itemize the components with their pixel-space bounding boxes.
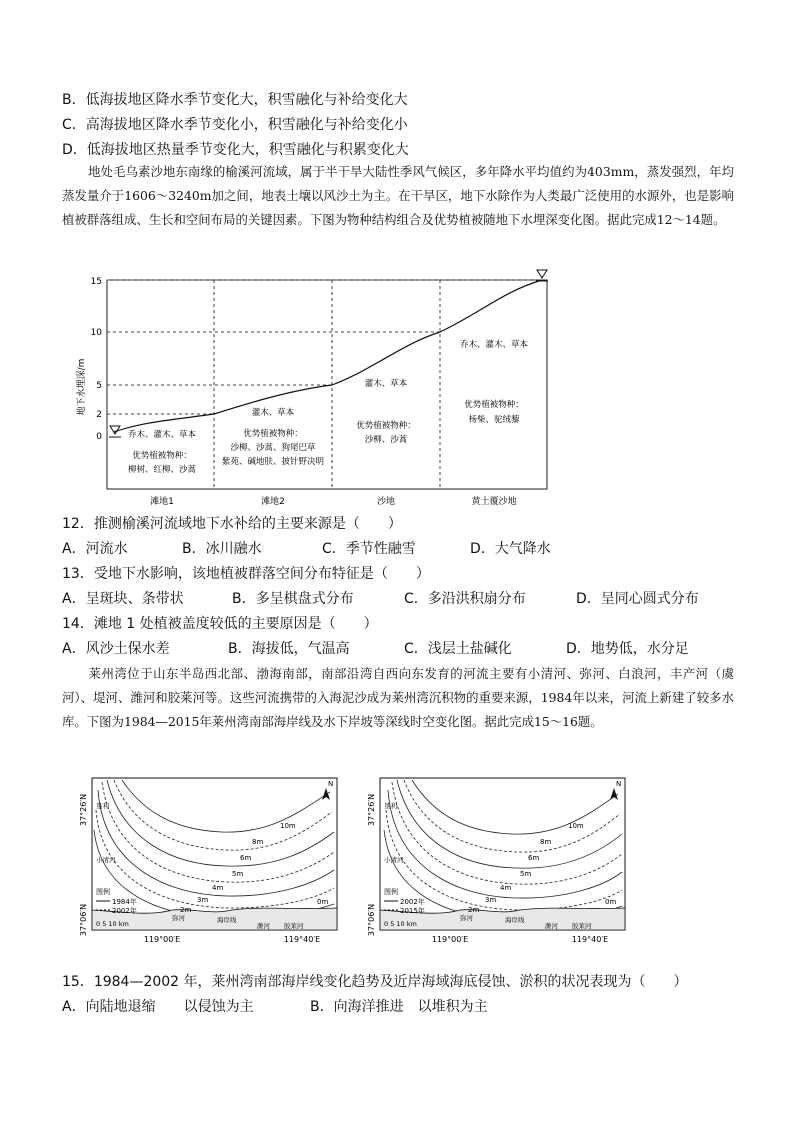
depth-6m-left: 6m (240, 854, 252, 862)
north-arrow-icon (322, 780, 333, 800)
lat-top-right: 37°26′N (367, 793, 376, 827)
y-tick-0: 0 (96, 432, 102, 442)
zone2-plants: 灌木、草本 (251, 408, 295, 418)
y-axis-label: 地下水埋深/m (77, 358, 87, 416)
zone3-dom1: 沙柳、沙蒿 (364, 435, 408, 445)
zone2-dom2: 紫苑、碱地肤、披针野决明 (221, 457, 325, 467)
zone1-dom1: 柳树、红柳、沙蒿 (127, 465, 197, 475)
legend2-right: 2015年 (400, 907, 425, 915)
lat-bottom-right: 37°06′N (367, 903, 376, 937)
river1-right: 小清河 (384, 856, 404, 864)
q15-options (62, 997, 488, 1017)
q14-option-d[interactable]: D．地势低，水分足 (566, 641, 689, 657)
depth-10m-right: 10m (568, 822, 584, 830)
q14-stem: 14．滩地 1 处植被盖度较低的主要原因是（ ） (62, 616, 378, 632)
river4-right: 胶莱河 (572, 922, 592, 930)
scale-right: 0 5 10 km (384, 920, 417, 928)
depth-3m-left: 3m (197, 896, 209, 904)
q13-stem: 13．受地下水影响，该地植被群落空间分布特征是（ ） (62, 566, 430, 582)
depth-2m-right: 2m (468, 906, 480, 914)
q14-option-c[interactable]: C．浅层土盐碱化 (404, 641, 512, 657)
water-level-marker-right (537, 270, 547, 278)
option-c-prev: C．高海拔地区降水季节变化小，积雪融化与补给变化小 (62, 117, 408, 133)
zone2-dom-title: 优势植被物种： (243, 429, 303, 439)
q14-options (62, 639, 689, 659)
y-tick-10: 10 (90, 328, 102, 338)
zone2-dom1: 沙柳、沙蒿、狗尾巴草 (230, 443, 316, 453)
zone4-plants: 乔木、灌木、草本 (459, 340, 529, 350)
lon2-right: 119°40′E (571, 935, 609, 944)
groundwater-vegetation-chart (62, 262, 552, 512)
zone3-name: 沙地 (376, 497, 396, 507)
river2-right: 弥河 (460, 914, 473, 922)
depth-6m-right: 6m (528, 854, 540, 862)
q12-option-d[interactable]: D．大气降水 (470, 541, 551, 557)
laizhou-map-right (350, 770, 640, 960)
depth-8m-left: 8m (252, 838, 264, 846)
river2-left: 弥河 (172, 914, 185, 922)
q12-option-a[interactable]: A．河流水 (62, 541, 128, 557)
zone4-name: 黄土覆沙地 (471, 497, 517, 507)
depth-3m-right: 3m (485, 896, 497, 904)
depth-2m-left: 2m (180, 906, 192, 914)
depth-4m-right: 4m (500, 884, 512, 892)
y-tick-2: 2 (96, 410, 102, 420)
zone3-dom-title: 优势植被物种： (356, 421, 416, 431)
zone4-dom-title: 优势植被物种： (464, 400, 524, 410)
depth-0m-right: 0m (605, 898, 617, 906)
legend1-right: 2002年 (400, 898, 425, 906)
lon1-left: 119°00′E (143, 935, 181, 944)
q13-option-b[interactable]: B．多呈棋盘式分布 (232, 591, 354, 607)
zone1-plants: 乔木、灌木、草本 (127, 430, 197, 440)
lon2-left: 119°40′E (283, 935, 321, 944)
river3-left: 潍河 (257, 922, 270, 930)
q15-option-b[interactable]: B．向海洋推进 以堆积为主 (310, 999, 488, 1015)
q15-stem: 15．1984—2002 年，莱州湾南部海岸线变化趋势及近岸海域海底侵蚀、淤积的状况表现为（ ） (62, 974, 688, 990)
scale-left: 0 5 10 km (96, 920, 129, 928)
coast-label-right: 海岸线 (505, 916, 525, 924)
y-tick-5: 5 (96, 381, 102, 391)
zone1-name: 滩地1 (150, 497, 174, 507)
depth-5m-right: 5m (520, 870, 532, 878)
lat-top-left: 37°26′N (79, 793, 88, 827)
zone3-plants: 灌木、草本 (364, 379, 408, 389)
place-right: 垦利 (384, 802, 397, 810)
option-d-prev: D．低海拔地区热量季节变化大，积雪融化与积累变化大 (62, 142, 409, 158)
q12-option-b[interactable]: B．冰川融水 (182, 541, 262, 557)
q12-options (62, 539, 551, 559)
q12-option-c[interactable]: C．季节性融雪 (322, 541, 416, 557)
q14-option-b[interactable]: B．海拔低，气温高 (228, 641, 350, 657)
north-arrow-icon (610, 780, 621, 800)
legend-title-left: 图例 (96, 888, 110, 896)
option-b-prev: B．低海拔地区降水季节变化大，积雪融化与补给变化大 (62, 92, 408, 108)
lon1-right: 119°00′E (431, 935, 469, 944)
river3-right: 潍河 (545, 922, 558, 930)
q12-stem: 12．推测榆溪河流域地下水补给的主要来源是（ ） (62, 516, 402, 532)
y-tick-15: 15 (90, 277, 102, 287)
legend1-left: 1984年 (112, 898, 137, 906)
zone2-name: 滩地2 (261, 497, 285, 507)
river1-left: 小清河 (96, 856, 116, 864)
north-label-left: N (328, 780, 334, 788)
q15-option-a[interactable]: A．向陆地退缩 以侵蚀为主 (62, 999, 254, 1015)
lat-bottom-left: 37°06′N (79, 903, 88, 937)
q13-option-d[interactable]: D．呈同心圆式分布 (576, 591, 699, 607)
laizhou-map-left (62, 770, 352, 960)
q14-option-a[interactable]: A．风沙土保水差 (62, 641, 170, 657)
passage-laizhou (62, 662, 734, 734)
depth-8m-right: 8m (540, 838, 552, 846)
depth-4m-left: 4m (212, 884, 224, 892)
q13-options (62, 589, 699, 609)
north-label-right: N (616, 780, 622, 788)
legend2-left: 2002年 (112, 907, 137, 915)
depth-10m-left: 10m (280, 822, 296, 830)
coast-label-left: 海岸线 (217, 916, 237, 924)
place-left: 垦利 (96, 802, 109, 810)
legend-title-right: 图例 (384, 888, 398, 896)
depth-0m-left: 0m (317, 898, 329, 906)
q13-option-a[interactable]: A．呈斑块、条带状 (62, 591, 184, 607)
passage-yuxi (62, 160, 734, 232)
passage-yuxi-text: 地处毛乌素沙地东南缘的榆溪河流域，属于半干旱大陆性季风气候区，多年降水平均值约为403mm，蒸发强烈，年均蒸发量介于1606～3240m加之间，地表土壤以风沙土为主。在干旱区，地下水除作为人类最广泛使用的水源外，也是影响植被群落组成、生长和空间布局的关键因素。下图为物种结构组合及优势植被随地下水埋深变化图。据此完成12～14题。 (62, 164, 734, 227)
river4-left: 胶莱河 (284, 922, 304, 930)
q13-option-c[interactable]: C．多沿洪积扇分布 (404, 591, 526, 607)
zone1-dom-title: 优势植被物种： (132, 451, 192, 461)
zone4-dom1: 杨柴、驼绒藜 (468, 415, 520, 425)
depth-5m-left: 5m (232, 870, 244, 878)
passage-laizhou-text: 莱州湾位于山东半岛西北部、渤海南部，南部沿湾自西向东发育的河流主要有小清河、弥河、白浪河，丰产河（虞河）、堤河、潍河和胶莱河等。这些河流携带的入海泥沙成为莱州湾沉积物的重要来源，1984年以来，河流上新建了较多水库。下图为1984—2015年莱州湾南部海岸线及水下岸坡等深线时空变化图。据此完成15～16题。 (62, 666, 734, 729)
